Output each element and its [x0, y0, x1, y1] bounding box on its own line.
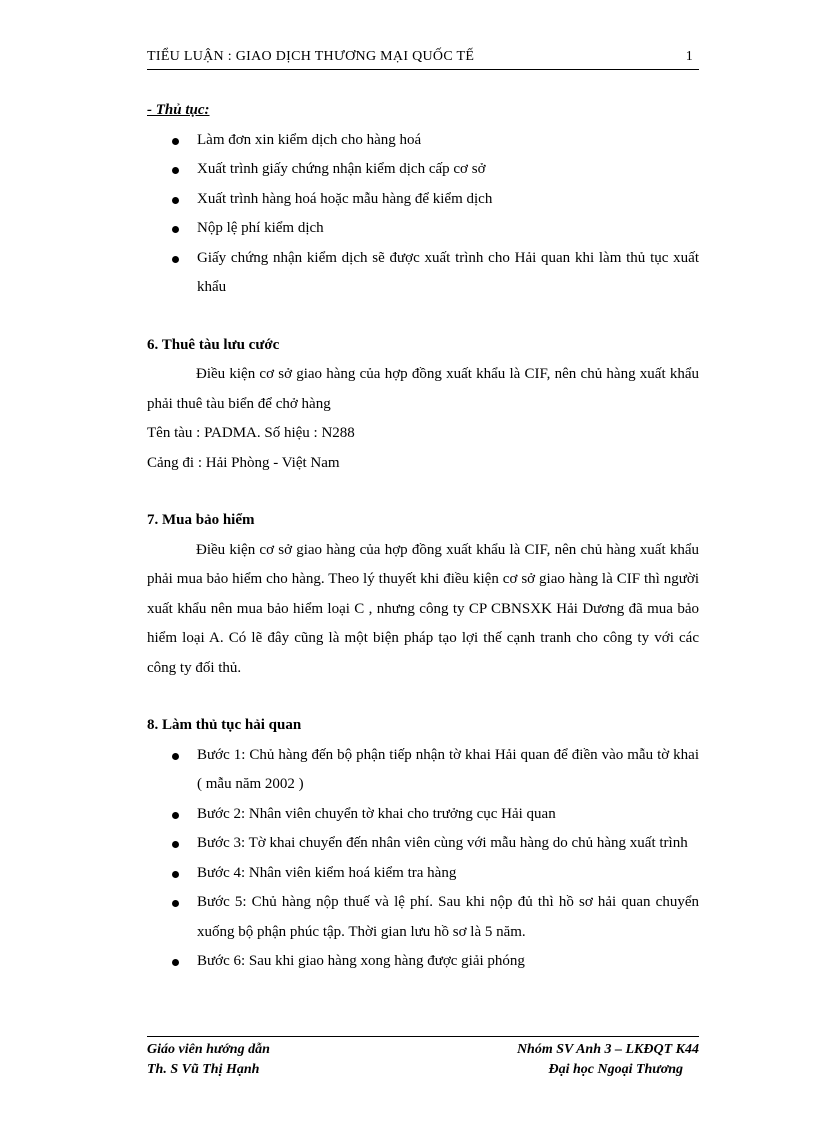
port-info: Cảng đi : Hải Phòng - Việt Nam [147, 454, 340, 471]
bullet-icon [172, 167, 179, 174]
procedure-title: - Thủ tục: [147, 102, 210, 118]
procedure-list [147, 126, 699, 303]
list-item: Làm đơn xin kiểm dịch cho hàng hoá [147, 126, 699, 156]
bullet-icon [172, 256, 179, 263]
section-heading-7: 7. Mua bảo hiểm [147, 512, 255, 528]
list-item: Xuất trình giấy chứng nhận kiểm dịch cấp cơ sở [147, 155, 699, 185]
page-number: 1 [685, 49, 693, 64]
bullet-icon [172, 138, 179, 145]
page-footer [147, 1036, 699, 1077]
bullet-icon [172, 900, 179, 907]
bullet-icon [172, 226, 179, 233]
customs-steps-list [147, 741, 699, 977]
advisor-label: Giáo viên hướng dẫn [147, 1042, 270, 1057]
list-item: Xuất trình hàng hoá hoặc mẫu hàng để kiểm dịch [147, 185, 699, 215]
bullet-icon [172, 812, 179, 819]
list-item: Bước 5: Chủ hàng nộp thuế và lệ phí. Sau khi nộp đủ thì hồ sơ hải quan chuyển xuống bộ phận phúc tập. Thời gian lưu hồ sơ là 5 năm. [147, 888, 699, 947]
document-title: TIỂU LUẬN : GIAO DỊCH THƯƠNG MẠI QUỐC TẾ [147, 49, 475, 64]
bullet-icon [172, 753, 179, 760]
list-item: Bước 2: Nhân viên chuyển tờ khai cho trưởng cục Hải quan [147, 800, 699, 830]
page-body [147, 96, 699, 977]
page-header [147, 49, 699, 70]
list-item: Bước 6: Sau khi giao hàng xong hàng được giải phóng [147, 947, 699, 977]
advisor-name: Th. S Vũ Thị Hạnh [147, 1062, 260, 1077]
bullet-icon [172, 871, 179, 878]
section-heading-8: 8. Làm thủ tục hải quan [147, 717, 302, 733]
section-6-paragraph: Điều kiện cơ sở giao hàng của hợp đồng xuất khẩu là CIF, nên chủ hàng xuất khẩu phải thuê tàu biển để chở hàng [147, 366, 699, 412]
list-item: Nộp lệ phí kiểm dịch [147, 214, 699, 244]
list-item: Giấy chứng nhận kiểm dịch sẽ được xuất trình cho Hải quan khi làm thủ tục xuất khẩu [147, 244, 699, 303]
bullet-icon [172, 841, 179, 848]
footer-group [517, 1040, 699, 1080]
university-name: Đại học Ngoại Thương [548, 1062, 683, 1077]
ship-info: Tên tàu : PADMA. Số hiệu : N288 [147, 425, 355, 441]
list-item: Bước 1: Chủ hàng đến bộ phận tiếp nhận tờ khai Hải quan để điền vào mẫu tờ khai ( mẫu năm 2002 ) [147, 741, 699, 800]
bullet-icon [172, 959, 179, 966]
list-item: Bước 4: Nhân viên kiểm hoá kiểm tra hàng [147, 859, 699, 889]
list-item: Bước 3: Tờ khai chuyển đến nhân viên cùng với mẫu hàng do chủ hàng xuất trình [147, 829, 699, 859]
section-heading-6: 6. Thuê tàu lưu cước [147, 336, 280, 353]
section-7-paragraph: Điều kiện cơ sở giao hàng của hợp đồng xuất khẩu là CIF, nên chủ hàng xuất khẩu phải mua bảo hiểm cho hàng. Theo lý thuyết khi điều kiện cơ sở giao hàng là CIF thì người xuất khẩu nên mua bảo hiểm loại C , nhưng công ty CP CBNSXK Hải Dương đã mua bảo hiểm loại A. Có lẽ đây cũng là một biện pháp tạo lợi thế cạnh tranh cho công ty với các công ty đối thủ. [147, 541, 699, 676]
bullet-icon [172, 197, 179, 204]
group-name: Nhóm SV Anh 3 – LKĐQT K44 [516, 1042, 699, 1057]
footer-advisor [147, 1040, 270, 1080]
